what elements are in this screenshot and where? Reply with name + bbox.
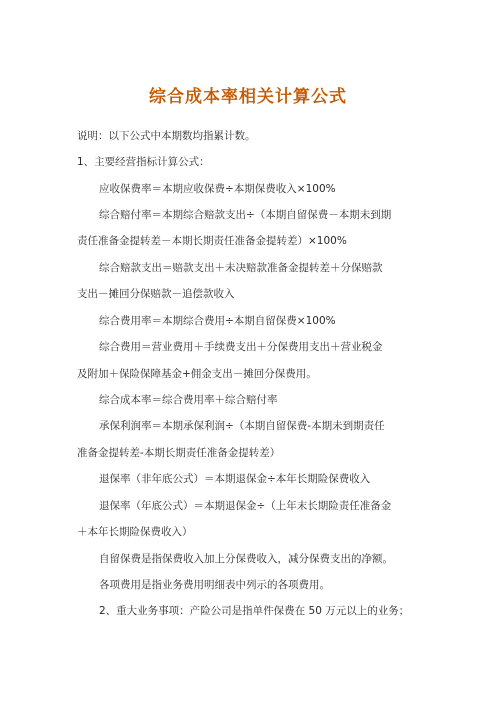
formula-line: 综合费用＝营业费用＋手续费支出＋分保费用支出＋营业税金 [99, 341, 383, 353]
formula-line: 应收保费率＝本期应收保费÷本期保费收入×100% [99, 183, 336, 195]
section-heading: 1、主要经营指标计算公式： [77, 156, 210, 168]
formula-line: 综合费用率＝本期综合费用÷本期自留保费×100% [99, 315, 336, 327]
formula-line: 承保利润率＝本期承保利润÷（本期自留保费-本期未到期责任 [99, 420, 385, 432]
definition-line: 各项费用是指业务费用明细表中列示的各项费用。 [99, 579, 330, 591]
note-line: 说明：以下公式中本期数均指累计数。 [77, 130, 256, 142]
section-heading: 2、重大业务事项：产险公司是指单件保费在 50 万元以上的业务； [99, 605, 410, 617]
formula-line: 退保率（年底公式）＝本期退保金÷（上年末长期险责任准备金 [99, 500, 392, 512]
formula-line-continued: ＋本年长期险保费收入） [77, 526, 193, 538]
formula-line-continued: 支出－摊回分保赔款－追偿款收入 [77, 288, 235, 300]
formula-line: 退保率（非年底公式）＝本期退保金÷本年长期险保费收入 [99, 473, 371, 485]
document-title: 综合成本率相关计算公式 [149, 87, 347, 107]
formula-line: 综合赔付率＝本期综合赔款支出÷（本期自留保费－本期未到期 [99, 209, 392, 221]
formula-line-continued: 准备金提转差-本期长期责任准备金提转差） [77, 447, 281, 459]
formula-line-continued: 责任准备金提转差－本期长期责任准备金提转差）×100% [77, 235, 347, 247]
formula-line: 综合成本率＝综合费用率＋综合赔付率 [99, 394, 278, 406]
formula-line-continued: 及附加＋保险保障基金+佣金支出－摊回分保费用。 [77, 368, 317, 380]
definition-line: 自留保费是指保费收入加上分保费收入，减分保费支出的净额。 [99, 553, 393, 565]
formula-line: 综合赔款支出＝赔款支出＋未决赔款准备金提转差＋分保赔款 [99, 262, 383, 274]
